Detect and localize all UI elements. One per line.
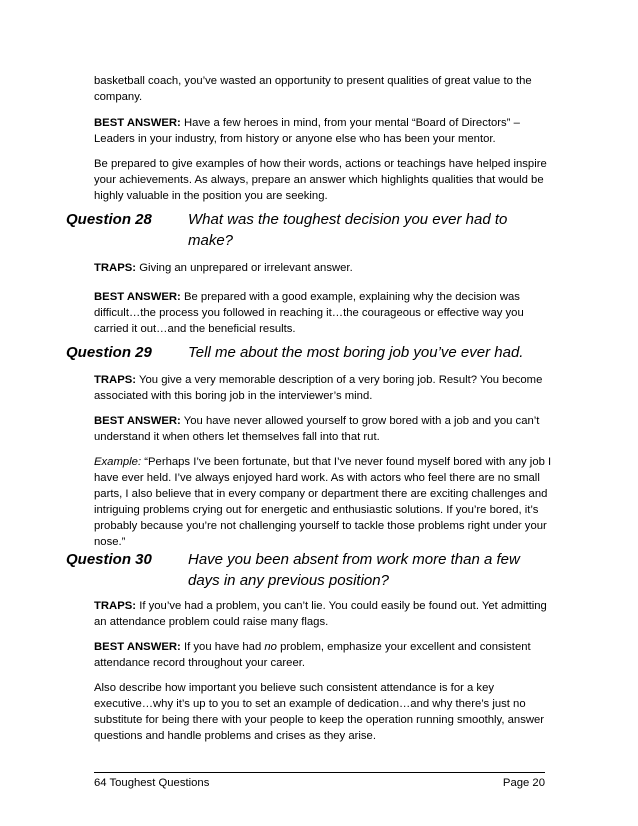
q30-traps (94, 598, 554, 630)
q30-best-answer (94, 639, 554, 671)
best-answer-emphasis: no (264, 641, 277, 653)
question-28-label: Question 28 (66, 211, 152, 228)
q30-extra-paragraph (94, 680, 554, 744)
q28-traps (94, 260, 554, 276)
footer-divider (94, 772, 545, 773)
continuation-text: basketball coach, you’ve wasted an opportunity to present qualities of great value to the company. (94, 75, 532, 103)
question-28-text: What was the toughest decision you ever had to make? (188, 211, 508, 249)
traps-label: TRAPS: (94, 600, 137, 612)
traps-text: You give a very memorable description of a very boring job. Result? You become associated with this boring job in the interviewer’s mind. (94, 374, 543, 402)
best-answer-label: BEST ANSWER: (94, 117, 181, 129)
q29-example (94, 454, 554, 550)
q27-extra-paragraph (94, 156, 554, 204)
q28-best-answer (94, 289, 554, 337)
best-answer-text-post: problem, emphasize your excellent and consistent attendance record throughout your career. (94, 641, 531, 669)
traps-label: TRAPS: (94, 262, 137, 274)
extra-text: Also describe how important you believe such consistent attendance is for a key executive…why it’s up to you to set an example of dedication…and why there’s just no substitute for being there with your people to keep the operation running smoothly, answer questions and handle problems and crises as they arise. (94, 682, 545, 742)
question-29-text: Tell me about the most boring job you’ve ever had. (188, 344, 524, 361)
question-29-label: Question 29 (66, 344, 152, 361)
best-answer-label: BEST ANSWER: (94, 641, 181, 653)
best-answer-label: BEST ANSWER: (94, 291, 181, 303)
q29-best-answer (94, 413, 554, 445)
footer-title: 64 Toughest Questions (94, 777, 210, 789)
page-number: Page 20 (502, 777, 545, 789)
traps-label: TRAPS: (94, 374, 137, 386)
best-answer-text: Have a few heroes in mind, from your mental “Board of Directors” – Leaders in your industry, from history or anyone else who has been your mentor. (94, 117, 520, 145)
best-answer-label: BEST ANSWER: (94, 415, 181, 427)
best-answer-text: You have never allowed yourself to grow bored with a job and you can’t understand it when others let themselves fall into that rut. (94, 415, 540, 443)
question-30-text: Have you been absent from work more than a few days in any previous position? (188, 551, 520, 589)
example-text: “Perhaps I’ve been fortunate, but that I’ve never found myself bored with any job I have ever held. I’ve always enjoyed hard work. As with actors who feel there are no small parts, I also believe that in every company or department there are exciting challenges and intriguing problems crying out for energetic and enthusiastic solutions. If you’re bored, it’s probably because you’re not challenging yourself to tackle those problems right under your nose.” (94, 456, 552, 548)
traps-text: Giving an unprepared or irrelevant answer. (139, 262, 353, 274)
best-answer-text: Be prepared with a good example, explaining why the decision was difficult…the process you followed in reaching it…the courageous or effective way you carried it out…and the beneficial results. (94, 291, 524, 335)
best-answer-text-pre: If you have had (183, 641, 262, 653)
extra-text: Be prepared to give examples of how their words, actions or teachings have helped inspire your achievements. As always, prepare an answer which highlights qualities that would be highly valuable in the position you are seeking. (94, 158, 547, 202)
q27-best-answer (94, 115, 554, 147)
q29-traps (94, 372, 554, 404)
example-label: Example: (94, 456, 142, 468)
continuation-paragraph (94, 73, 554, 105)
question-30-label: Question 30 (66, 551, 152, 568)
traps-text: If you’ve had a problem, you can’t lie. You could easily be found out. Yet admitting an attendance problem could raise many flags. (94, 600, 547, 628)
